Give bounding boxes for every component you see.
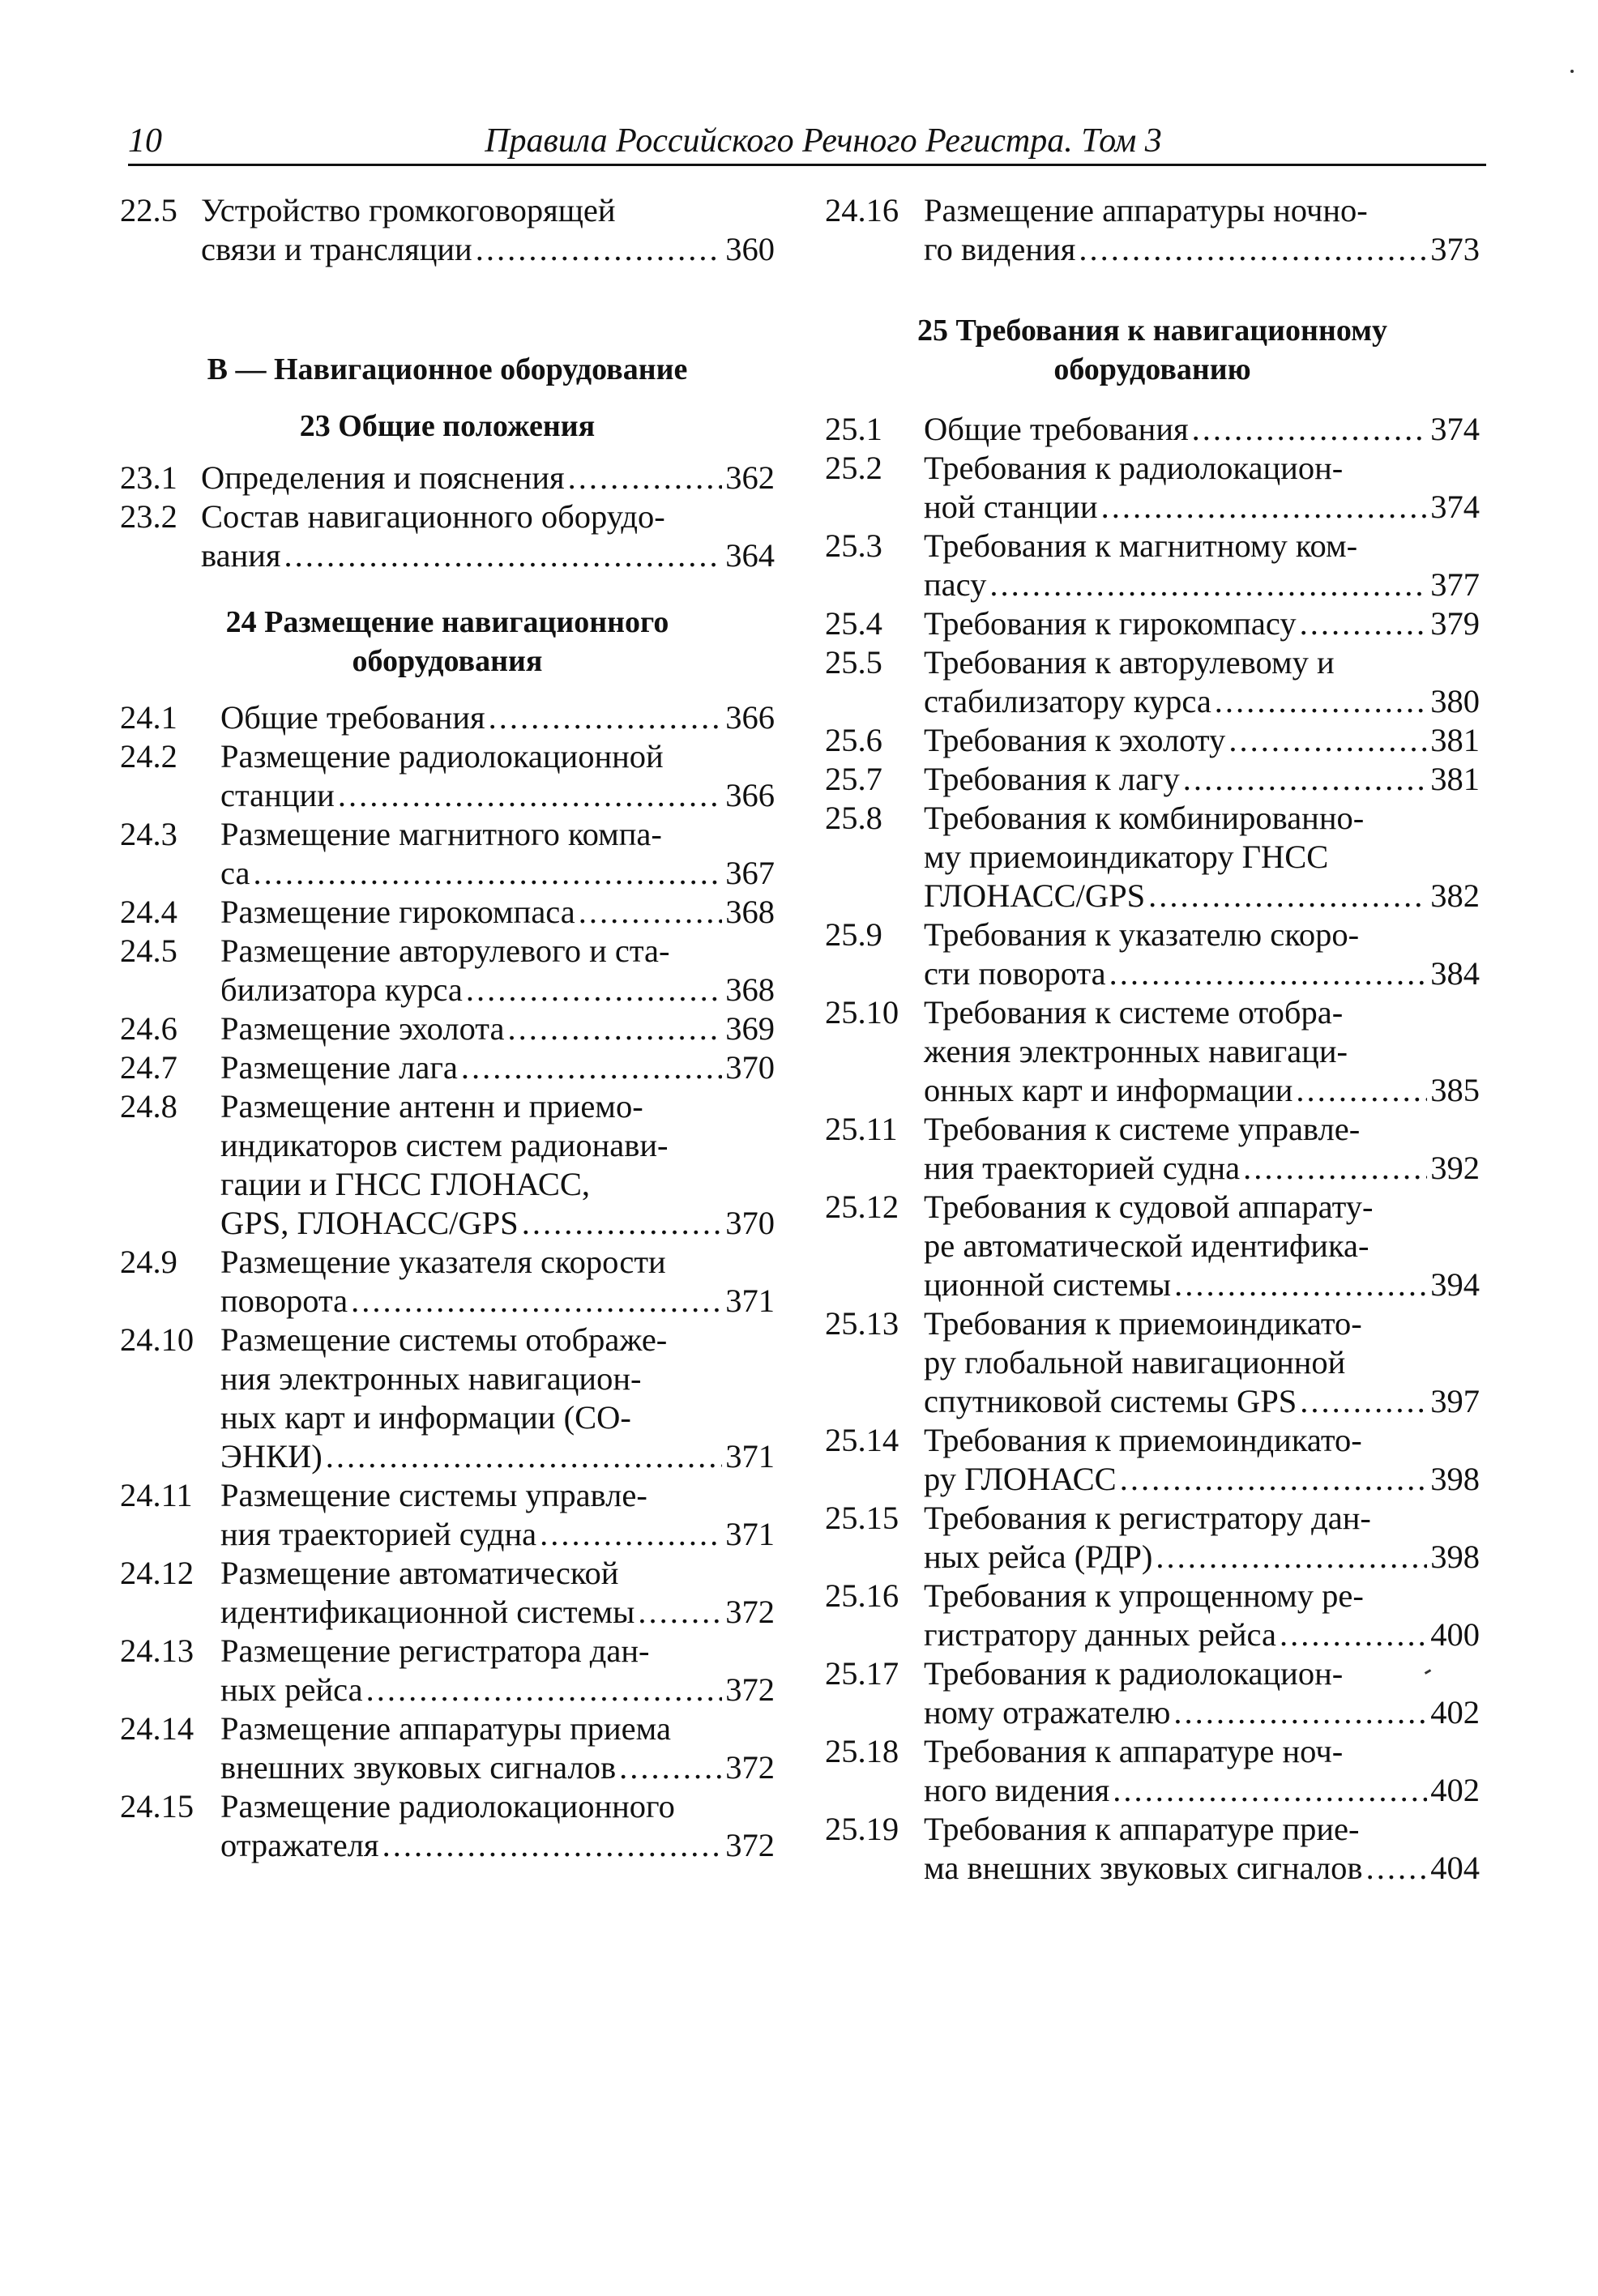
entry-title-line: ру ГЛОНАСС <box>924 1461 1117 1497</box>
dot-leader <box>638 1593 722 1632</box>
toc-entry-25-4[interactable] <box>825 604 1480 643</box>
entry-number: 25.10 <box>825 994 899 1031</box>
entry-title-line: го видения <box>924 231 1076 267</box>
entry-number: 22.5 <box>120 192 177 228</box>
entry-title-line: ния траекторией судна <box>220 1516 537 1552</box>
entry-title-line: Общие требования <box>220 699 485 736</box>
entry-number: 25.5 <box>825 644 882 681</box>
entry-number: 24.12 <box>120 1555 194 1591</box>
toc-entry-25-7[interactable] <box>825 760 1480 799</box>
page-ref: 370 <box>725 1205 775 1241</box>
page-ref: 360 <box>725 231 775 267</box>
dot-leader <box>1243 1149 1427 1188</box>
entry-number: 24.14 <box>120 1710 194 1747</box>
entry-title-line: ных карт и информации (СО- <box>220 1399 631 1436</box>
entry-number: 24.3 <box>120 816 177 852</box>
dot-leader <box>1280 1615 1427 1654</box>
entry-title-line: ному отражателю <box>924 1694 1171 1731</box>
entry-title-line: сти поворота <box>924 955 1106 992</box>
toc-entry-25-3[interactable] <box>825 527 1480 604</box>
entry-title-line: Требования к приемоиндикато- <box>924 1422 1362 1458</box>
page-ref: 392 <box>1430 1150 1480 1186</box>
page-ref: 364 <box>725 537 775 574</box>
dot-leader <box>338 776 722 815</box>
entry-title-line: Размещение лага <box>220 1049 458 1086</box>
entry-title-line: Размещение регистратора дан- <box>220 1632 650 1669</box>
toc-entry-25-18[interactable] <box>825 1732 1480 1810</box>
dot-leader <box>540 1515 722 1554</box>
entry-title-line: Определения и пояснения <box>201 459 565 496</box>
toc-entry-24-5[interactable] <box>120 932 775 1009</box>
entry-title-line: Размещение радиолокационной <box>220 738 664 775</box>
entry-number: 23.2 <box>120 498 177 535</box>
entry-title-line: Состав навигационного оборудо- <box>201 498 665 535</box>
entry-title-line: Размещение аппаратуры приема <box>220 1710 671 1747</box>
page-ref: 371 <box>725 1282 775 1319</box>
toc-entry-25-8[interactable] <box>825 799 1480 915</box>
dot-leader <box>1300 604 1428 643</box>
entry-title-line: ру глобальной навигационной <box>924 1344 1346 1381</box>
entry-number: 25.9 <box>825 916 882 953</box>
page-header <box>128 118 1486 166</box>
entry-number: 24.4 <box>120 894 177 930</box>
entry-title-line: Требования к указателю скоро- <box>924 916 1360 953</box>
dot-leader <box>466 971 722 1009</box>
page-ref: 400 <box>1430 1616 1480 1653</box>
entry-title-line: Размещение системы отображе- <box>220 1321 668 1358</box>
toc-entry-24-7[interactable] <box>120 1048 775 1087</box>
toc-entry-25-6[interactable] <box>825 721 1480 760</box>
entry-title-line: жения электронных навигаци- <box>924 1033 1348 1069</box>
page-ref: 369 <box>725 1010 775 1047</box>
entry-number: 25.8 <box>825 800 882 836</box>
heading-line: оборудования <box>352 644 543 678</box>
page-ref: 366 <box>725 699 775 736</box>
entry-title-line: GPS, ГЛОНАСС/GPS <box>220 1205 519 1241</box>
entry-title-line: ма внешних звуковых сигналов <box>924 1850 1363 1886</box>
entry-title-line: ГЛОНАСС/GPS <box>924 877 1146 914</box>
page-ref: 381 <box>1430 722 1480 758</box>
entry-title-line: ных рейса <box>220 1671 363 1708</box>
stray-mark <box>1570 70 1574 73</box>
toc-entry-25-12[interactable] <box>825 1188 1480 1304</box>
chapter-heading-23: 23 Общие положения <box>299 409 596 443</box>
toc-entry-22-5[interactable] <box>120 191 775 269</box>
page-number: 10 <box>128 122 162 160</box>
entry-number: 24.15 <box>120 1788 194 1824</box>
entry-title-line: Требования к авторулевому и <box>924 644 1335 681</box>
dot-leader <box>568 459 723 497</box>
entry-number: 25.15 <box>825 1500 899 1536</box>
entry-title-line: Требования к аппаратуре ноч- <box>924 1733 1344 1769</box>
entry-title-line: Требования к приемоиндикато- <box>924 1305 1362 1342</box>
entry-title-line: онных карт и информации <box>924 1072 1293 1108</box>
toc-entry-24-8[interactable] <box>120 1087 775 1243</box>
page-ref: 372 <box>725 1671 775 1708</box>
entry-title-line: Размещение магнитного компа- <box>220 816 662 852</box>
entry-number: 24.2 <box>120 738 177 775</box>
entry-title-line: са <box>220 855 250 891</box>
page-ref: 379 <box>1430 605 1480 642</box>
entry-title-line: му приемоиндикатору ГНСС <box>924 839 1329 875</box>
entry-number: 25.17 <box>825 1655 899 1692</box>
dot-leader <box>326 1437 723 1476</box>
entry-title-line: Требования к системе отобра- <box>924 994 1344 1031</box>
toc-entry-25-9[interactable] <box>825 915 1480 993</box>
dot-leader <box>351 1282 722 1321</box>
entry-title-line: ЭНКИ) <box>220 1438 323 1474</box>
entry-title-line: Размещение аппаратуры ночно- <box>924 192 1368 228</box>
running-title: Правила Российского Речного Регистра. Том 3 <box>485 122 1162 160</box>
dot-leader <box>1113 1771 1427 1810</box>
entry-title-line: Требования к комбинированно- <box>924 800 1365 836</box>
toc-entry-24-6[interactable] <box>120 1009 775 1048</box>
entry-title-line: Требования к упрощенному ре- <box>924 1577 1364 1614</box>
page-ref: 398 <box>1430 1461 1480 1497</box>
dot-leader <box>1148 877 1427 915</box>
entry-title-line: Общие требования <box>924 411 1189 447</box>
page-ref: 381 <box>1430 761 1480 797</box>
entry-title-line: Размещение авторулевого и ста- <box>220 932 670 969</box>
page-ref: 374 <box>1430 411 1480 447</box>
page-ref: 362 <box>725 459 775 496</box>
page-ref: 372 <box>725 1827 775 1863</box>
dot-leader <box>476 230 723 269</box>
entry-title-line: отражателя <box>220 1827 379 1863</box>
page-ref: 371 <box>725 1438 775 1474</box>
toc-entry-25-1[interactable] <box>825 410 1480 449</box>
dot-leader <box>1173 1693 1427 1732</box>
page-ref: 373 <box>1430 231 1480 267</box>
dot-leader <box>1296 1071 1427 1110</box>
toc-entry-23-2[interactable] <box>120 497 775 575</box>
dot-leader <box>1300 1382 1427 1421</box>
dot-leader <box>619 1748 722 1787</box>
dot-leader <box>366 1671 723 1709</box>
page-ref: 372 <box>725 1594 775 1630</box>
page-ref: 394 <box>1430 1266 1480 1303</box>
dot-leader <box>382 1826 723 1865</box>
page-ref: 374 <box>1430 489 1480 525</box>
page-ref: 398 <box>1430 1538 1480 1575</box>
entry-title-line: ного видения <box>924 1772 1110 1808</box>
entry-number: 25.19 <box>825 1811 899 1847</box>
entry-number: 24.13 <box>120 1632 194 1669</box>
section-heading-b: В — Навигационное оборудование <box>207 352 688 386</box>
heading-line: оборудованию <box>1053 352 1251 386</box>
entry-number: 23.1 <box>120 459 177 496</box>
dot-leader <box>522 1204 723 1243</box>
entry-number: 24.5 <box>120 932 177 969</box>
page-ref: 404 <box>1430 1850 1480 1886</box>
entry-title-line: станции <box>220 777 335 813</box>
dot-leader <box>1109 954 1428 993</box>
entry-title-line: Требования к радиолокацион- <box>924 1655 1344 1692</box>
page-ref: 380 <box>1430 683 1480 719</box>
entry-title-line: Размещение указателя скорости <box>220 1244 666 1280</box>
toc-entry-24-11[interactable] <box>120 1476 775 1554</box>
entry-title-line: Требования к магнитному ком- <box>924 527 1358 564</box>
page-ref: 371 <box>725 1516 775 1552</box>
page-ref: 368 <box>725 894 775 930</box>
entry-number: 24.10 <box>120 1321 194 1358</box>
toc-column-right <box>825 191 1480 1888</box>
toc-entry-24-2[interactable] <box>120 737 775 815</box>
dot-leader <box>489 698 723 737</box>
toc-column-left <box>120 191 775 1865</box>
entry-title-line: внешних звуковых сигналов <box>220 1749 617 1786</box>
entry-title-line: спутниковой системы GPS <box>924 1383 1297 1419</box>
toc-entry-25-13[interactable] <box>825 1304 1480 1421</box>
toc-entry-25-14[interactable] <box>825 1421 1480 1499</box>
entry-number: 25.1 <box>825 411 882 447</box>
entry-title-line: индикаторов систем радионави- <box>220 1127 669 1163</box>
entry-number: 24.16 <box>825 192 899 228</box>
entry-number: 25.4 <box>825 605 882 642</box>
entry-title-line: идентификационной системы <box>220 1594 635 1630</box>
entry-number: 25.14 <box>825 1422 899 1458</box>
page-ref: 366 <box>725 777 775 813</box>
entry-number: 24.8 <box>120 1088 177 1125</box>
entry-title-line: ния траекторией судна <box>924 1150 1241 1186</box>
toc-entry-24-13[interactable] <box>120 1632 775 1709</box>
toc-entry-25-19[interactable] <box>825 1810 1480 1888</box>
entry-title-line: Требования к регистратору дан- <box>924 1500 1371 1536</box>
page-ref: 397 <box>1430 1383 1480 1419</box>
entry-title-line: поворота <box>220 1282 348 1319</box>
toc-entry-25-5[interactable] <box>825 643 1480 721</box>
dot-leader <box>1183 760 1427 799</box>
toc-entry-23-1[interactable] <box>120 459 775 497</box>
dot-leader <box>1120 1460 1428 1499</box>
entry-title-line: вания <box>201 537 281 574</box>
entry-title-line: ных рейса (РДР) <box>924 1538 1153 1575</box>
toc-entry-24-16[interactable] <box>825 191 1480 269</box>
toc-entry-25-17[interactable] <box>825 1654 1480 1732</box>
page-ref: 384 <box>1430 955 1480 992</box>
toc-entry-25-16[interactable] <box>825 1577 1480 1654</box>
page-ref: 367 <box>725 855 775 891</box>
toc-entry-24-10[interactable] <box>120 1321 775 1476</box>
entry-number: 25.11 <box>825 1111 898 1147</box>
dot-leader <box>1228 721 1427 760</box>
entry-number: 25.18 <box>825 1733 899 1769</box>
entry-title-line: Размещение системы управле- <box>220 1477 647 1513</box>
entry-title-line: ре автоматической идентифика- <box>924 1227 1369 1264</box>
entry-number: 25.13 <box>825 1305 899 1342</box>
entry-number: 24.9 <box>120 1244 177 1280</box>
entry-title-line: Требования к эхолоту <box>924 722 1226 758</box>
dot-leader <box>1079 230 1427 269</box>
entry-title-line: ной станции <box>924 489 1098 525</box>
toc-entry-25-2[interactable] <box>825 449 1480 527</box>
entry-title-line: пасу <box>924 566 987 603</box>
entry-title-line: ционной системы <box>924 1266 1172 1303</box>
heading-line: 24 Размещение навигационного <box>225 605 669 639</box>
entry-number: 25.2 <box>825 450 882 486</box>
page-ref: 402 <box>1430 1772 1480 1808</box>
entry-title-line: Устройство громкоговорящей <box>201 192 616 228</box>
entry-number: 24.1 <box>120 699 177 736</box>
entry-number: 25.12 <box>825 1189 899 1225</box>
entry-title-line: Размещение гирокомпаса <box>220 894 575 930</box>
entry-number: 24.6 <box>120 1010 177 1047</box>
entry-title-line: Требования к судовой аппарату- <box>924 1189 1374 1225</box>
dot-leader <box>1101 488 1428 527</box>
entry-title-line: гации и ГНСС ГЛОНАСС, <box>220 1166 591 1202</box>
dot-leader <box>1174 1265 1427 1304</box>
toc-entry-24-12[interactable] <box>120 1554 775 1632</box>
dot-leader <box>253 854 722 893</box>
toc-entry-24-15[interactable] <box>120 1787 775 1865</box>
dot-leader <box>461 1048 722 1087</box>
entry-title-line: Размещение эхолота <box>220 1010 505 1047</box>
toc-entry-25-15[interactable] <box>825 1499 1480 1577</box>
dot-leader <box>1366 1849 1428 1888</box>
entry-number: 25.6 <box>825 722 882 758</box>
chapter-heading-25 <box>825 311 1480 389</box>
entry-title-line: Требования к гирокомпасу <box>924 605 1297 642</box>
toc-entry-24-4[interactable] <box>120 893 775 932</box>
toc-entry-24-3[interactable] <box>120 815 775 893</box>
dot-leader <box>579 893 723 932</box>
dot-leader <box>989 565 1427 604</box>
entry-title-line: стабилизатору курса <box>924 683 1211 719</box>
page-ref: 402 <box>1430 1694 1480 1731</box>
entry-number: 25.7 <box>825 761 882 797</box>
toc-entry-24-1[interactable] <box>120 698 775 737</box>
entry-number: 24.7 <box>120 1049 177 1086</box>
entry-number: 25.3 <box>825 527 882 564</box>
page-ref: 368 <box>725 971 775 1008</box>
entry-number: 25.16 <box>825 1577 899 1614</box>
toc-entry-24-9[interactable] <box>120 1243 775 1321</box>
entry-title-line: Размещение автоматической <box>220 1555 619 1591</box>
entry-title-line: Требования к системе управле- <box>924 1111 1361 1147</box>
page-ref: 385 <box>1430 1072 1480 1108</box>
entry-title-line: Требования к лагу <box>924 761 1180 797</box>
dot-leader <box>284 536 723 575</box>
heading-line: 25 Требования к навигационному <box>916 314 1388 348</box>
page-ref: 382 <box>1430 877 1480 914</box>
dot-leader <box>507 1009 722 1048</box>
entry-title-line: Размещение антенн и приемо- <box>220 1088 643 1125</box>
dot-leader <box>1192 410 1428 449</box>
entry-title-line: ния электронных навигацион- <box>220 1360 642 1397</box>
chapter-heading-24 <box>120 603 775 681</box>
page-ref: 370 <box>725 1049 775 1086</box>
page-ref: 377 <box>1430 566 1480 603</box>
dot-leader <box>1156 1538 1427 1577</box>
entry-title-line: Размещение радиолокационного <box>220 1788 675 1824</box>
entry-title-line: билизатора курса <box>220 971 463 1008</box>
entry-number: 24.11 <box>120 1477 193 1513</box>
entry-title-line: гистратору данных рейса <box>924 1616 1276 1653</box>
toc-entry-24-14[interactable] <box>120 1709 775 1787</box>
toc-entry-25-10[interactable] <box>825 993 1480 1110</box>
toc-entry-25-11[interactable] <box>825 1110 1480 1188</box>
entry-title-line: Требования к радиолокацион- <box>924 450 1344 486</box>
entry-title-line: Требования к аппаратуре прие- <box>924 1811 1360 1847</box>
page-ref: 372 <box>725 1749 775 1786</box>
dot-leader <box>1215 682 1427 721</box>
entry-title-line: связи и трансляции <box>201 231 472 267</box>
